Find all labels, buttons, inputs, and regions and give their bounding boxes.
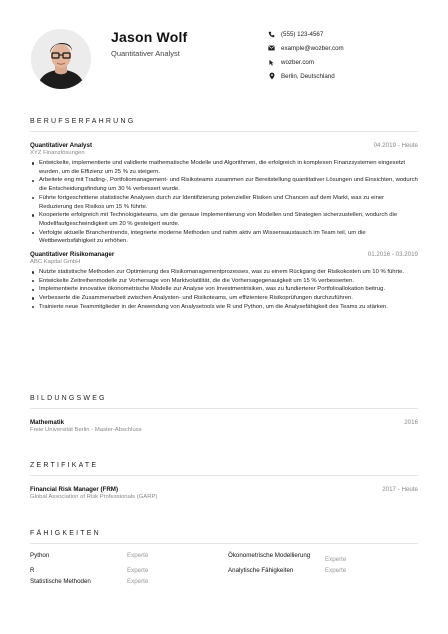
email-icon	[267, 44, 276, 53]
skill-name: Python	[30, 552, 50, 559]
divider	[30, 408, 418, 409]
contact-website[interactable]: wozber.com	[267, 55, 344, 69]
skill-level: Experte	[325, 567, 347, 574]
bullet-list	[30, 268, 418, 312]
list-item: Kooperierte erfolgreich mit Technologieteams, um die genaue Implementierung von Modellen und Strategien sicherzustellen, wodurch die Modellfaufgeschwindigkeit um 20 % gesteigert wurde.	[39, 211, 418, 228]
list-item: Verfolgte aktuelle Branchentrends, integrierte moderne Methoden und nahm aktiv am Wissensaustausch im Team teil, um die Wettbewerbsfähigkeit zu erhöhen.	[39, 229, 418, 246]
entry-date: 2017 - Heute	[382, 486, 418, 493]
entry-title: Financial Risk Manager (FRM)	[30, 486, 119, 493]
skill-level: Experte	[127, 552, 149, 559]
section-heading: BILDUNGSWEG	[30, 395, 107, 402]
education-section	[30, 395, 418, 433]
skill-level: Experte	[325, 556, 347, 563]
skills-section	[30, 530, 418, 585]
list-item: Trainierte neue Teammitglieder in der Anwendung von Analysetools wie R und Python, um die Analysefähigkeit des Teams zu stärken.	[39, 303, 418, 312]
profile-photo	[31, 29, 91, 89]
entry-title: Mathematik	[30, 419, 65, 426]
skill-level: Experte	[127, 578, 149, 585]
list-item: Führte fortgeschrittene statistische Analysen durch zur Identifizierung potenzieller Risiken und Chancen auf dem Markt, was zu einer Reduzierung des Risikos um 15 % führte.	[39, 194, 418, 211]
divider	[30, 131, 418, 132]
entry-title: Quantitativer Analyst	[30, 142, 93, 149]
skill-name: Ökonometrische Modellierung	[228, 552, 311, 559]
experience-entry	[30, 251, 418, 312]
experience-section	[30, 118, 418, 312]
job-title: Quantitativer Analyst	[111, 49, 180, 58]
list-item: Implementierte innovative ökonometrische Modelle zur Analyse von Investmentrisiken, was zu fundierterer Portfolioallokation beitrug.	[39, 285, 418, 294]
entry-issuer: Global Association of Risk Professionals (GARP)	[30, 494, 158, 500]
location-icon	[267, 72, 276, 81]
candidate-name: Jason Wolf	[111, 29, 188, 45]
skill-level: Experte	[127, 567, 149, 574]
certificate-entry	[30, 486, 418, 500]
education-entry	[30, 419, 418, 433]
list-item: Arbeitete eng mit Trading-, Portfoliomanagement- und Risikoteams zusammen zur Bereitstellung quantitativer Lösungen und Einsichten, wodurch die Entscheidungsfindung um 30 % verbessert wurde.	[39, 177, 418, 193]
certificates-section	[30, 462, 418, 500]
bullet-list	[30, 159, 418, 246]
section-heading: FÄHIGKEITEN	[30, 530, 101, 537]
entry-title: Quantitativer Risikomanager	[30, 251, 115, 259]
section-heading: ZERTIFIKATE	[30, 462, 99, 469]
skill-name: Analytische Fähigkeiten	[228, 567, 294, 574]
phone-icon	[267, 30, 276, 39]
entry-date: 01.2016 - 03.2019	[367, 251, 418, 259]
divider	[30, 475, 418, 476]
list-item: Entwickelte, implementierte und validierte mathematische Modelle und Algorithmen, die erfolgreich in komplexen Finanzsystemen eingesetzt wurden, um die Effizienz um 25 % zu steigern.	[39, 159, 418, 176]
skills-grid	[30, 552, 418, 585]
entry-date: 04.2019 - Heute	[373, 142, 418, 149]
contact-email[interactable]: example@wozber.com	[267, 41, 344, 55]
divider	[30, 543, 418, 544]
contact-phone: (555) 123-4567	[267, 27, 344, 41]
list-item: Verbesserte die Zusammenarbeit zwischen Analysten- und Risikoteams, um effizientere Risikoprüfungen durchzuführen.	[39, 294, 418, 303]
list-item: Nutzte statistische Methoden zur Optimierung des Risikomanagementprozesses, was zu einem Rückgang der Risikokosten um 10 % führte.	[39, 268, 418, 277]
skill-name: R	[30, 567, 35, 574]
entry-degree: Freie Universität Berlin - Master-Abschluss	[30, 427, 142, 433]
list-item: Entwickelte Zeitreihenmodelle zur Vorhersage von Marktvolatilität, die die Vorhersagegenauigkeit um 15 % verbesserten.	[39, 277, 418, 286]
contact-info	[267, 27, 344, 83]
contact-location: Berlin, Deutschland	[267, 69, 344, 83]
skill-name: Statistische Methoden	[30, 578, 91, 585]
entry-company: ABC Kapital GmbH	[30, 259, 81, 266]
entry-company: XYZ Finanzlösungen	[30, 150, 85, 156]
link-icon	[267, 58, 276, 67]
entry-date: 2016	[404, 419, 418, 426]
experience-entry	[30, 142, 418, 246]
section-heading: BERUFSERFAHRUNG	[30, 118, 136, 125]
